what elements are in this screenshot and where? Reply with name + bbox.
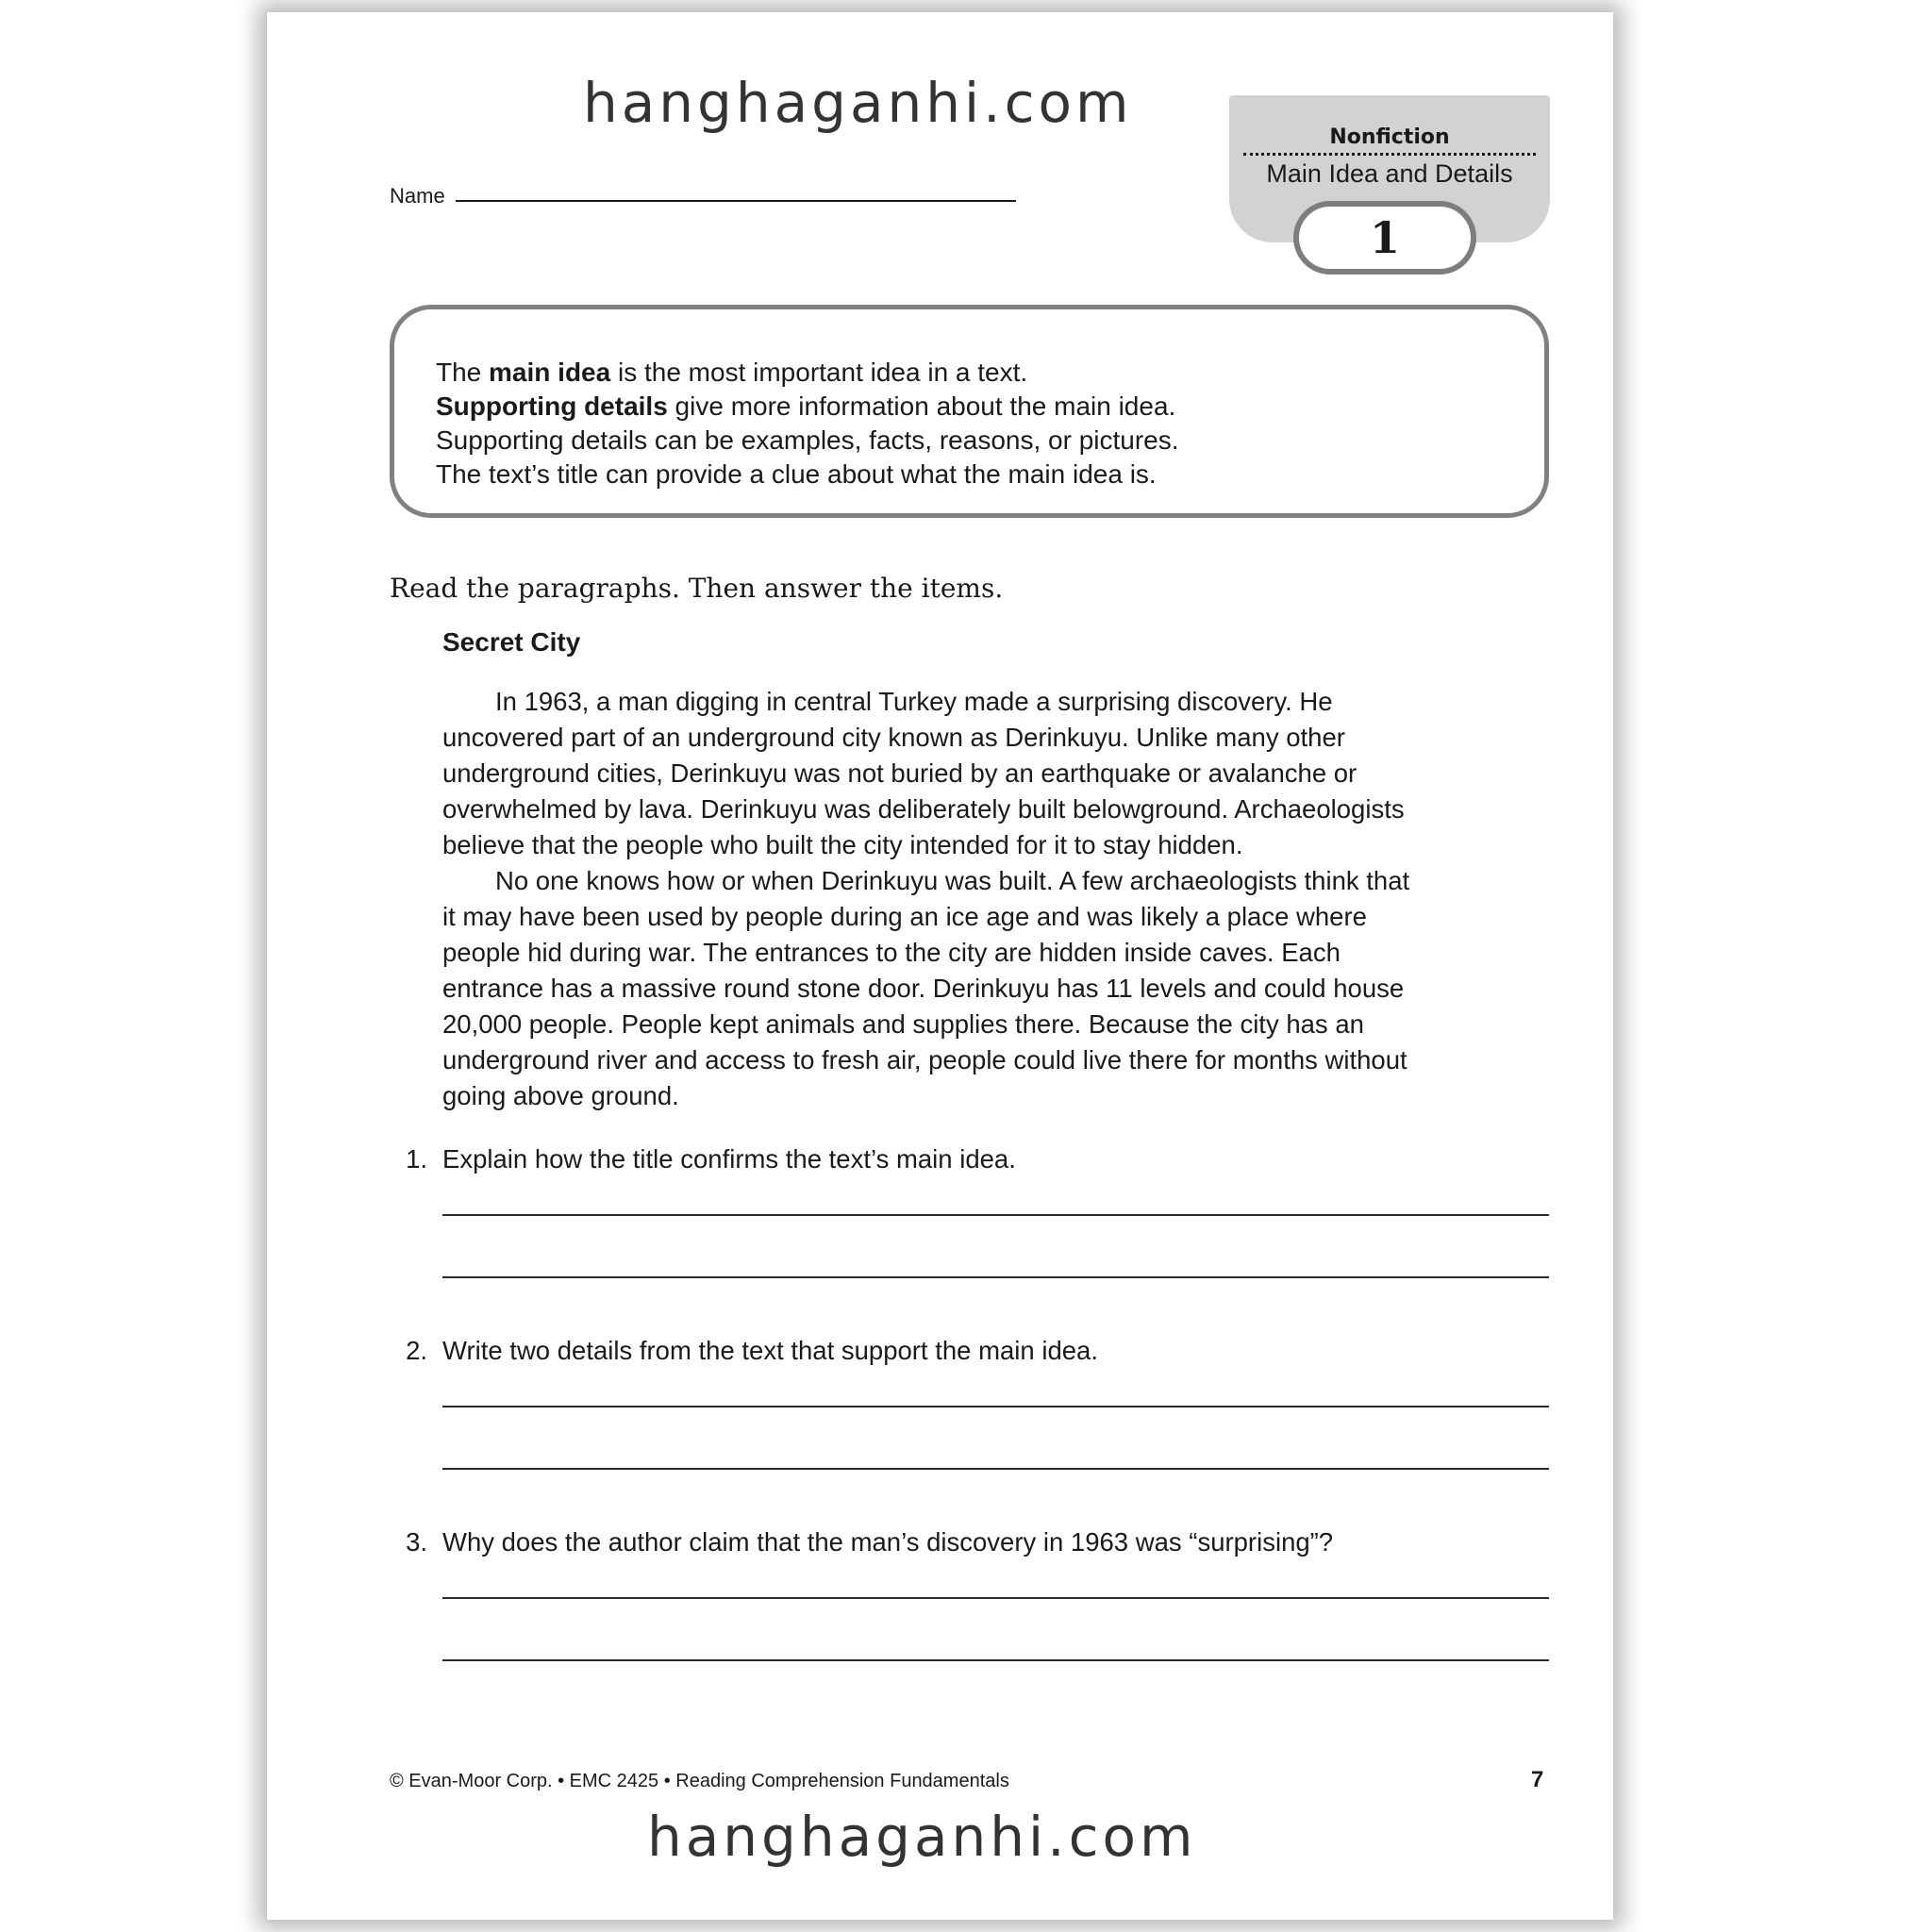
paragraph-line: No one knows how or when Derinkuyu was built. A few archaeologists think that: [495, 866, 1410, 895]
paragraph-line: 20,000 people. People kept animals and supplies there. Because the city has an: [442, 1009, 1364, 1039]
tab-category: Nonfiction: [1329, 125, 1450, 149]
directions: Read the paragraphs. Then answer the items.: [390, 573, 1004, 604]
question-number: 3.: [406, 1527, 427, 1557]
paragraph-line: In 1963, a man digging in central Turkey made a surprising discovery. He: [495, 687, 1333, 716]
question-text: Write two details from the text that support the main idea.: [442, 1336, 1098, 1365]
paragraph-line: entrance has a massive round stone door. Derinkuyu has 11 levels and could house: [442, 974, 1405, 1003]
page-number: 7: [1531, 1767, 1544, 1792]
paragraph-line: people hid during war. The entrances to the city are hidden inside caves. Each: [442, 938, 1341, 967]
definition-line-2: Supporting details give more information about the main idea.: [436, 391, 1176, 421]
definition-line-1: The main idea is the most important idea in a text.: [436, 358, 1028, 387]
story-title: Secret City: [442, 627, 581, 657]
paragraph-line: underground river and access to fresh air, people could live there for months without: [442, 1045, 1407, 1074]
answer-line[interactable]: [442, 1597, 1549, 1599]
answer-line[interactable]: [442, 1406, 1549, 1407]
answer-line[interactable]: [442, 1276, 1549, 1278]
question-number: 2.: [406, 1336, 427, 1365]
definition-line-4: The text’s title can provide a clue about what the main idea is.: [436, 459, 1157, 489]
tab-skill: Main Idea and Details: [1266, 159, 1513, 188]
question-number: 1.: [406, 1144, 427, 1174]
tab-divider: [1243, 153, 1536, 156]
paragraph-line: believe that the people who built the city intended for it to stay hidden.: [442, 830, 1243, 859]
paragraph-line: going above ground.: [442, 1081, 679, 1110]
footer-credit: © Evan-Moor Corp. • EMC 2425 • Reading Comprehension Fundamentals: [390, 1771, 1009, 1791]
paragraph-line: underground cities, Derinkuyu was not buried by an earthquake or avalanche or: [442, 758, 1357, 788]
answer-line[interactable]: [442, 1214, 1549, 1216]
worksheet-page: [267, 12, 1613, 1920]
question-text: Why does the author claim that the man’s discovery in 1963 was “surprising”?: [442, 1527, 1334, 1557]
name-label: Name: [390, 184, 445, 208]
definition-line-3: Supporting details can be examples, facts, reasons, or pictures.: [436, 425, 1179, 455]
answer-line[interactable]: [442, 1468, 1549, 1470]
name-line: [456, 200, 1016, 202]
lesson-number-badge: 1: [1293, 201, 1476, 275]
watermark-top: hanghaganhi.com: [583, 71, 1133, 135]
paragraph-line: it may have been used by people during an ice age and was likely a place where: [442, 902, 1367, 931]
answer-line[interactable]: [442, 1659, 1549, 1661]
paragraph-line: overwhelmed by lava. Derinkuyu was deliberately built belowground. Archaeologists: [442, 794, 1405, 824]
watermark-bottom: hanghaganhi.com: [647, 1805, 1197, 1869]
question-text: Explain how the title confirms the text’s main idea.: [442, 1144, 1016, 1174]
paragraph-line: uncovered part of an underground city known as Derinkuyu. Unlike many other: [442, 723, 1345, 752]
